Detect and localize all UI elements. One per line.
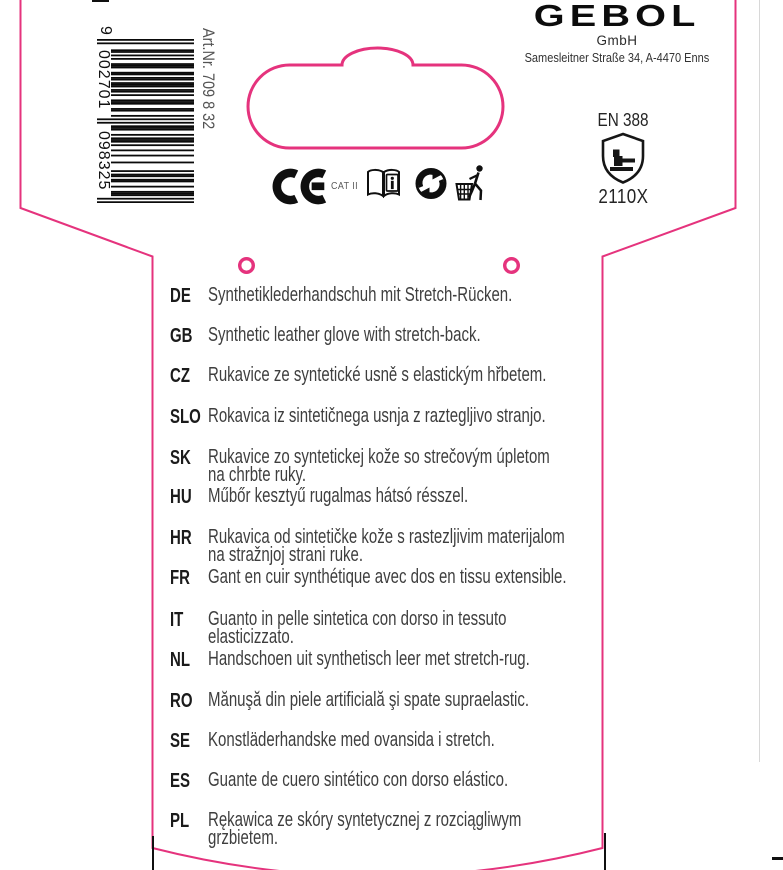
language-text-line: Konstläderhandske med ovansida i stretch.: [208, 729, 495, 751]
en388-shield-icon: [597, 132, 649, 185]
language-text: [208, 526, 684, 566]
language-code: DE: [170, 285, 191, 307]
brand-address: Samesleitner Straße 34, A-4470 Enns: [524, 51, 710, 65]
language-text-line: Synthetiklederhandschuh mit Stretch-Rücken.: [208, 284, 513, 306]
language-text-line: Rokavica iz sintetičnega usnja z raztegljivo stranjo.: [208, 405, 546, 427]
brand-legal-form: GmbH: [596, 33, 638, 48]
language-code: NL: [170, 649, 191, 671]
language-text-line: na stražnjoj strani ruke.: [208, 543, 364, 566]
language-text-line: Rukavice zo syntetickej kože so strečovým úpletom: [208, 446, 550, 468]
language-text: [208, 689, 636, 711]
language-code: FR: [170, 567, 191, 589]
language-text-line: Guante de cuero sintético con dorso elástico.: [208, 769, 509, 791]
language-code: SLO: [170, 406, 201, 428]
language-text-line: elasticizzato.: [208, 625, 294, 648]
language-code: IT: [170, 609, 184, 631]
language-text: [208, 769, 608, 791]
brand-logo: GEBOL: [533, 0, 701, 33]
language-text: [208, 648, 637, 670]
crop-mark-right-edge: [772, 857, 783, 860]
language-code: GB: [170, 325, 193, 347]
language-text: [208, 405, 658, 427]
language-code: RO: [170, 690, 193, 712]
rivet-hole-left: [240, 259, 254, 273]
language-text-line: grzbietem.: [208, 826, 279, 849]
instruction-booklet-icon: [366, 168, 401, 199]
category-label: CAT II: [331, 180, 359, 192]
performance-rating: 2110X: [597, 186, 649, 208]
rivet-hole-right: [505, 259, 519, 273]
language-code: CZ: [170, 365, 191, 387]
language-text-line: Rękawica ze skóry syntetycznej z rozciągliwym: [208, 809, 522, 831]
language-text-line: Rukavica od sintetičke kože s rastezljivim materijalom: [208, 526, 565, 548]
scan-edge-line: [759, 0, 760, 762]
barcode-group2: 098325: [95, 131, 112, 191]
language-text: [208, 566, 686, 588]
brand-block: [467, 0, 767, 65]
language-code: SK: [170, 447, 191, 469]
language-text: [208, 324, 572, 346]
language-text: [208, 608, 606, 648]
language-text-line: Handschoen uit synthetisch leer met stretch-rug.: [208, 648, 530, 670]
language-text: [208, 284, 614, 306]
crop-mark-top: [92, 0, 109, 2]
language-text-line: Mănuşă din piele artificială şi spate supraelastic.: [208, 689, 529, 711]
language-text: [208, 729, 590, 751]
hang-slot: [248, 48, 503, 148]
green-dot-recycling-icon: [415, 167, 447, 200]
barcode-group1: 002701: [95, 50, 112, 110]
article-number: Art.Nr. 709 8 32: [199, 28, 218, 130]
crop-mark-bottom-right: [604, 833, 606, 870]
crop-mark-bottom-left: [152, 836, 154, 870]
language-code: HR: [170, 527, 192, 549]
language-text-line: Guanto in pelle sintetica con dorso in tessuto: [208, 608, 507, 630]
language-text-line: Rukavice ze syntetické usně s elastickým hřbetem.: [208, 364, 547, 386]
language-text-line: Gant en cuir synthétique avec dos en tissu extensible.: [208, 566, 567, 588]
language-code: PL: [170, 810, 190, 832]
language-code: HU: [170, 486, 192, 508]
language-text: [208, 485, 555, 507]
barcode-lead-digit: 9: [97, 26, 114, 35]
language-code: ES: [170, 770, 191, 792]
norm-label: EN 388: [597, 110, 649, 130]
tidy-man-disposal-icon: [455, 164, 488, 202]
language-text-line: Műbőr kesztyű rugalmas hátsó résszel.: [208, 485, 469, 507]
language-text: [208, 809, 626, 849]
language-text: [208, 364, 659, 386]
barcode: [86, 26, 194, 204]
language-text: [208, 446, 664, 486]
language-code: SE: [170, 730, 191, 752]
language-text-line: Synthetic leather glove with stretch-back.: [208, 324, 481, 346]
ce-marking-icon: [271, 166, 327, 207]
language-text-line: na chrbte ruky.: [208, 463, 307, 486]
